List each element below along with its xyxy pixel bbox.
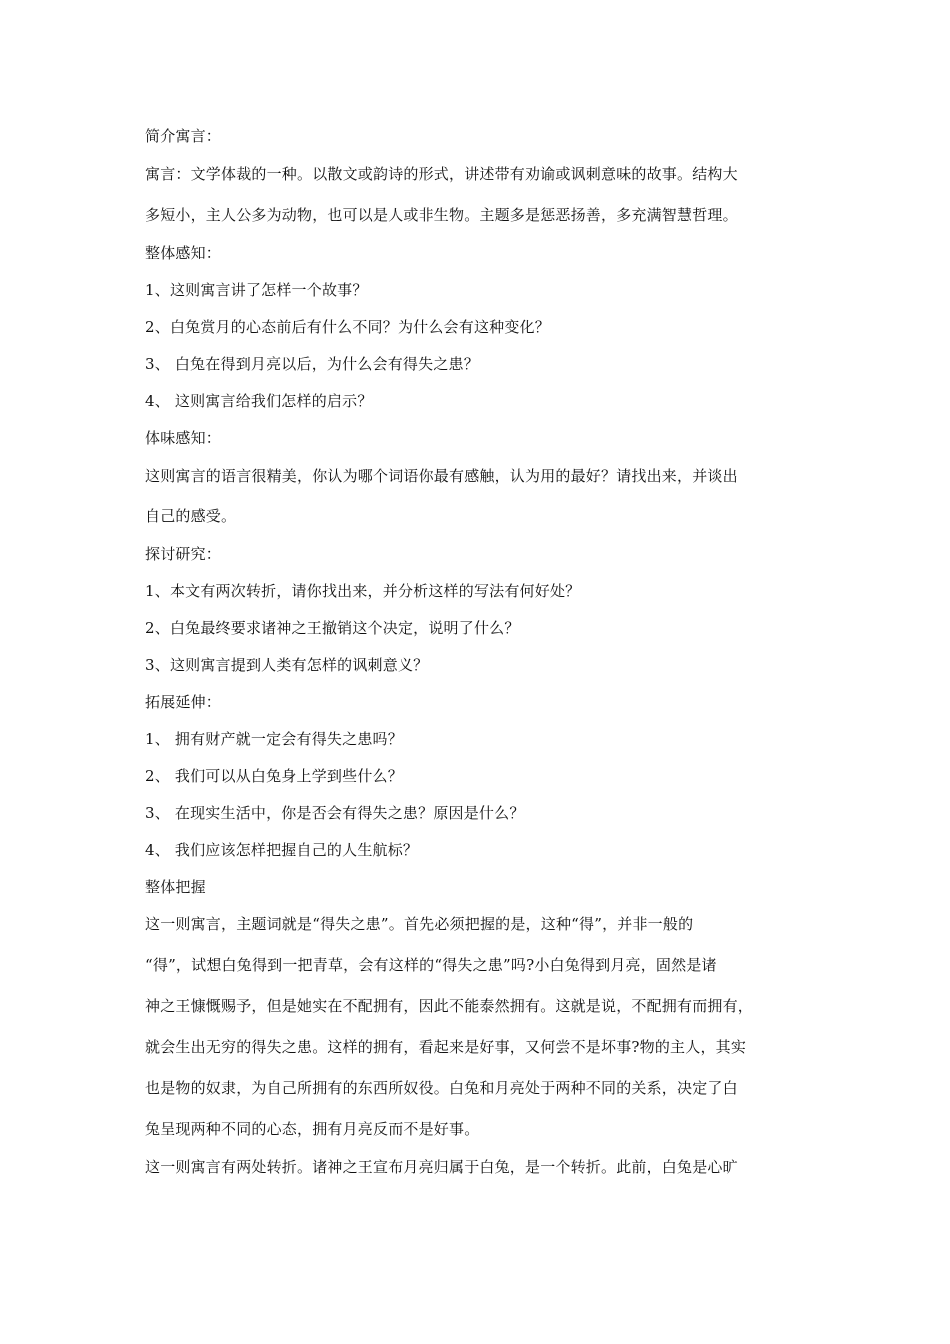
paragraph-line: 这一则寓言有两处转折。诸神之王宣布月亮归属于白兔，是一个转折。此前，白兔是心旷 [145, 1158, 738, 1176]
question-item: 1、本文有两次转折，请你找出来，并分析这样的写法有何好处？ [145, 582, 581, 600]
paragraph-line: 这一则寓言，主题词就是“得失之患”。首先必须把握的是，这种“得”，并非一般的 [145, 915, 694, 933]
paragraph-line: 多短小，主人公多为动物，也可以是人或非生物。主题多是惩恶扬善，多充满智慧哲理。 [145, 206, 738, 224]
paragraph-line: 就会生出无穷的得失之患。这样的拥有，看起来是好事，又何尝不是坏事?物的主人，其实 [145, 1038, 747, 1056]
question-item: 3、 白兔在得到月亮以后，为什么会有得失之患？ [145, 355, 479, 373]
paragraph-line: 这则寓言的语言很精美，你认为哪个词语你最有感触，认为用的最好？请找出来，并谈出 [145, 467, 738, 485]
question-item: 3、这则寓言提到人类有怎样的讽刺意义？ [145, 656, 429, 674]
section-heading-extension: 拓展延伸： [145, 693, 222, 711]
paragraph-line: 寓言：文学体裁的一种。以散文或韵诗的形式，讲述带有劝谕或讽刺意味的故事。结构大 [145, 165, 738, 183]
section-heading-discussion: 探讨研究： [145, 545, 222, 563]
paragraph-line: 也是物的奴隶，为自己所拥有的东西所奴役。白兔和月亮处于两种不同的关系，决定了白 [145, 1079, 738, 1097]
section-heading-grasp: 整体把握 [145, 878, 206, 896]
question-item: 2、白兔赏月的心态前后有什么不同？为什么会有这种变化？ [145, 318, 550, 336]
section-heading-taste: 体味感知： [145, 429, 222, 447]
question-item: 3、 在现实生活中，你是否会有得失之患？原因是什么？ [145, 804, 525, 822]
question-item: 4、 我们应该怎样把握自己的人生航标？ [145, 841, 419, 859]
paragraph-line: 自己的感受。 [145, 507, 237, 525]
question-item: 2、 我们可以从白兔身上学到些什么？ [145, 767, 403, 785]
question-item: 1、这则寓言讲了怎样一个故事？ [145, 281, 368, 299]
question-item: 4、 这则寓言给我们怎样的启示？ [145, 392, 373, 410]
paragraph-line: 神之王慷慨赐予，但是她实在不配拥有，因此不能泰然拥有。这就是说，不配拥有而拥有， [145, 997, 754, 1015]
paragraph-line: 兔呈现两种不同的心态，拥有月亮反而不是好事。 [145, 1120, 480, 1138]
question-item: 1、 拥有财产就一定会有得失之患吗？ [145, 730, 403, 748]
section-heading-intro: 简介寓言： [145, 127, 222, 145]
question-item: 2、白兔最终要求诸神之王撤销这个决定，说明了什么？ [145, 619, 520, 637]
paragraph-line: “得”，试想白兔得到一把青草，会有这样的“得失之患”吗?小白兔得到月亮，固然是诸 [145, 956, 717, 974]
section-heading-overall-perception: 整体感知： [145, 244, 222, 262]
